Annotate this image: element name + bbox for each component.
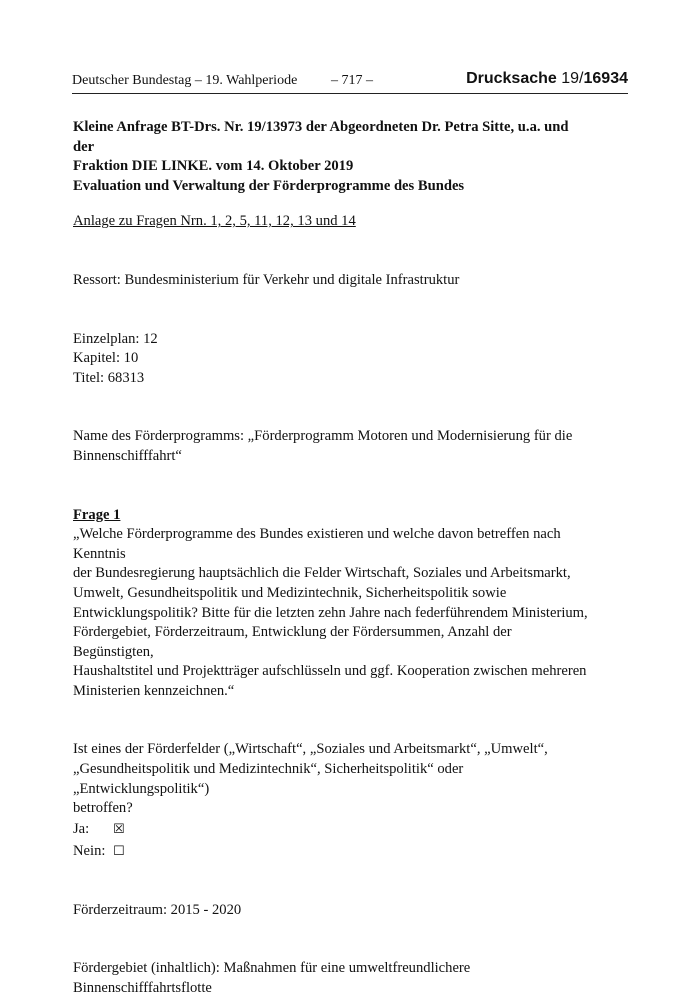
frage-line: Haushaltstitel und Projektträger aufschlüsseln und ggf. Kooperation zwischen mehreren (73, 663, 587, 680)
title-line-3: Evaluation und Verwaltung der Förderprogramme des Bundes (73, 177, 465, 194)
document-title (73, 118, 593, 196)
question-line: Ist eines der Förderfelder („Wirtschaft“, „Soziales und Arbeitsmarkt“, „Umwelt“, (73, 741, 548, 758)
header-publication: Deutscher Bundestag – 19. Wahlperiode (72, 73, 298, 88)
anlage-text: Anlage zu Fragen Nrn. 1, 2, 5, 11, 12, 13 und 14 (73, 213, 356, 230)
question-line: „Gesundheitspolitik und Medizintechnik“, Sicherheitspolitik“ oder „Entwicklungspolitik“) (73, 761, 464, 797)
frage-heading: Frage 1 (73, 506, 121, 523)
program-name-line-1: Name des Förderprogramms: „Förderprogramm Motoren und Modernisierung für die (73, 428, 573, 445)
ressort-line: Ressort: Bundesministerium für Verkehr und digitale Infrastruktur (73, 271, 460, 288)
foerdergebiet-line: Fördergebiet (inhaltlich): Maßnahmen für eine umweltfreundlichere Binnenschifffahrtsflotte (73, 960, 471, 997)
frage-line: Ministerien kennzeichnen.“ (73, 682, 235, 699)
zeitraum-line: Förderzeitraum: 2015 - 2020 (73, 901, 242, 918)
kapitel-line: Kapitel: 10 (73, 350, 139, 367)
nein-label: Nein: (73, 843, 106, 860)
frage-text (73, 525, 593, 701)
einzelplan-line: Einzelplan: 12 (73, 330, 158, 347)
header-page-number: – 717 – (331, 73, 373, 88)
ja-checkbox[interactable]: ☒ (113, 822, 125, 838)
ja-row (73, 819, 593, 841)
page-header (72, 70, 628, 92)
nein-checkbox[interactable]: ☐ (113, 844, 125, 860)
titel-line: Titel: 68313 (73, 369, 145, 386)
frage-line: Umwelt, Gesundheitspolitik und Medizintechnik, Sicherheitspolitik sowie (73, 584, 507, 601)
program-name-line-2: Binnenschifffahrt“ (73, 447, 182, 464)
drucksache-prefix: 19/ (561, 70, 584, 87)
title-line-1: Kleine Anfrage BT-Drs. Nr. 19/13973 der Abgeordneten Dr. Petra Sitte, u.a. und der (73, 119, 569, 155)
header-drucksache (466, 70, 628, 88)
question-line: betroffen? (73, 800, 133, 817)
drucksache-number: 16934 (583, 70, 628, 87)
program-name (73, 427, 593, 466)
frage-line: Entwicklungspolitik? Bitte für die letzten zehn Jahre nach federführendem Ministerium, (73, 604, 588, 621)
header-divider (72, 93, 628, 94)
question-block (73, 740, 593, 862)
document-body (73, 118, 593, 999)
anlage-line (73, 212, 593, 232)
frage-line: „Welche Förderprogramme des Bundes existieren und welche davon betreffen nach Kenntnis (73, 526, 561, 562)
title-line-2: Fraktion DIE LINKE. vom 14. Oktober 2019 (73, 158, 354, 175)
ja-label: Ja: (73, 821, 90, 838)
budget-block (73, 330, 593, 389)
frage-line: der Bundesregierung hauptsächlich die Felder Wirtschaft, Soziales und Arbeitsmarkt, (73, 565, 571, 582)
frage-line: Fördergebiet, Förderzeitraum, Entwicklung der Fördersummen, Anzahl der Begünstigten, (73, 624, 512, 660)
frage-section (73, 506, 593, 702)
nein-row (73, 841, 593, 863)
drucksache-label: Drucksache (466, 70, 557, 87)
